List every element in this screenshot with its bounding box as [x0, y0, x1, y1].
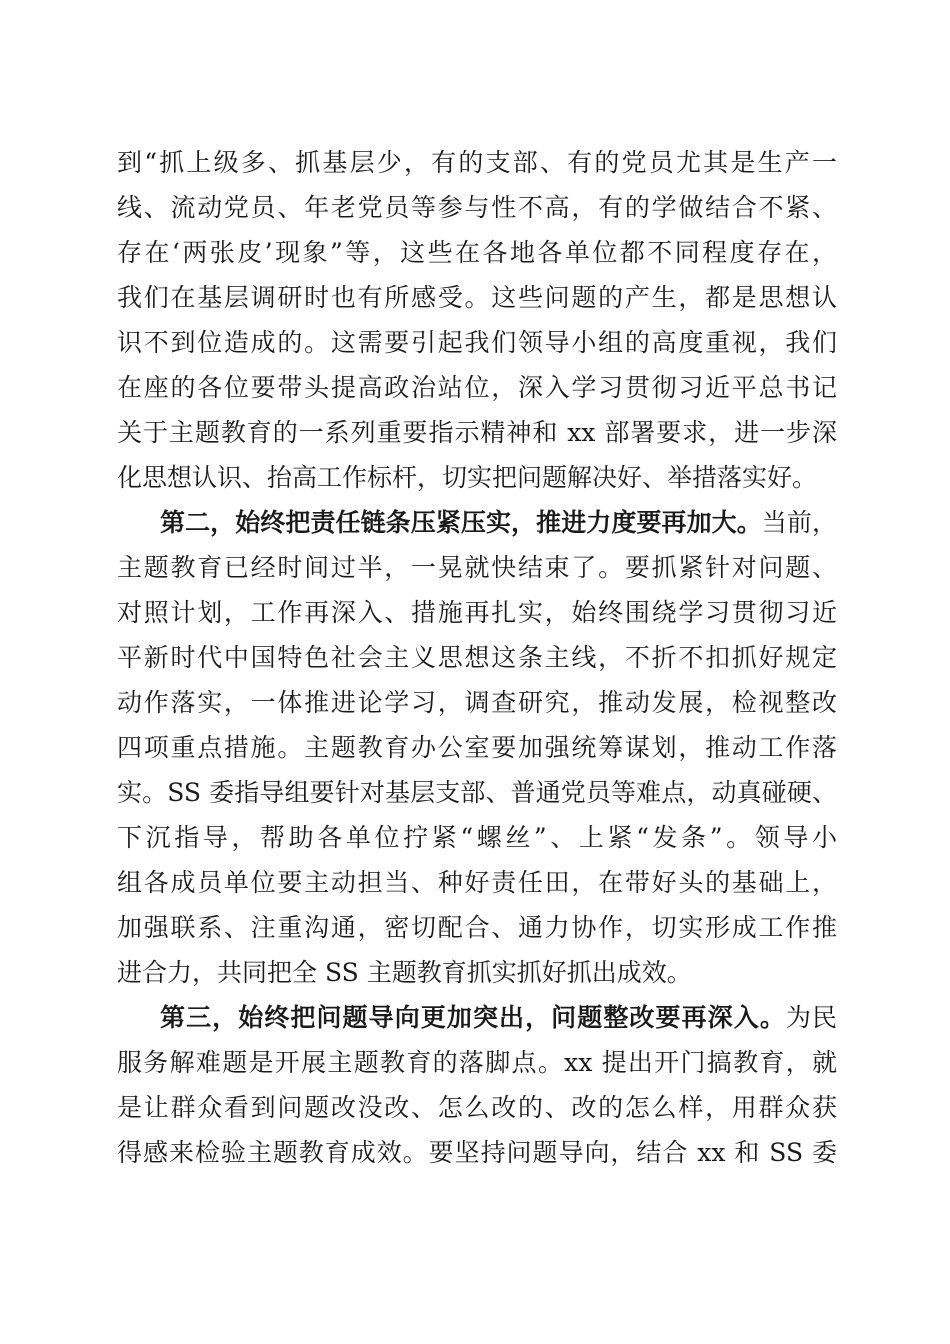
body-text-line: 平新时代中国特色社会主义思想这条主线，不折不扣抓好规定 [117, 643, 837, 672]
paragraph-2-heading: 第二，始终把责任链条压紧压实，推进力度要再加大。 [160, 508, 762, 537]
body-text-line: 组各成员单位要主动担当、种好责任田，在带好头的基础上， [117, 868, 837, 897]
body-text-line: 得感来检验主题教育成效。要坚持问题导向，结合 xx 和 SS 委 [117, 1138, 837, 1167]
body-text-line: 我们在基层调研时也有所感受。这些问题的产生，都是思想认 [117, 283, 837, 312]
body-text-line: 线、流动党员、年老党员等参与性不高，有的学做结合不紧、 [117, 193, 837, 222]
body-text-line: 存在‘两张皮’现象”等，这些在各地各单位都不同程度存在， [117, 238, 837, 267]
body-text-line: 对照计划，工作再深入、措施再扎实，始终围绕学习贯彻习近 [117, 598, 837, 627]
body-text-line: 在座的各位要带头提高政治站位，深入学习贯彻习近平总书记 [117, 373, 837, 402]
body-text-line: 服务解难题是开展主题教育的落脚点。xx 提出开门搞教育，就 [117, 1048, 837, 1077]
paragraph-2-first-line [160, 501, 837, 545]
paragraph-3-lead: 为民 [785, 1003, 837, 1032]
body-text-line: 是让群众看到问题改没改、怎么改的、改的怎么样，用群众获 [117, 1093, 837, 1122]
paragraph-3-first-line [160, 996, 837, 1040]
body-text-line: 识不到位造成的。这需要引起我们领导小组的高度重视，我们 [117, 328, 837, 357]
body-text-line: 加强联系、注重沟通，密切配合、通力协作，切实形成工作推 [117, 913, 837, 942]
body-text-line: 动作落实，一体推进论学习，调查研究，推动发展，检视整改 [117, 688, 837, 717]
paragraph-2-lead: 当前， [761, 508, 837, 537]
paragraph-3-heading: 第三，始终把问题导向更加突出，问题整改要再深入。 [160, 1003, 786, 1032]
body-text-line: 到“抓上级多、抓基层少，有的支部、有的党员尤其是生产一 [117, 148, 837, 177]
body-text-line: 下沉指导，帮助各单位拧紧“螺丝”、上紧“发条”。领导小 [117, 823, 837, 852]
body-text-line: 主题教育已经时间过半，一晃就快结束了。要抓紧针对问题、 [117, 553, 837, 582]
body-text-line: 化思想认识、抬高工作标杆，切实把问题解决好、举措落实好。 [117, 463, 818, 492]
body-text-line: 关于主题教育的一系列重要指示精神和 xx 部署要求，进一步深 [117, 418, 837, 447]
body-text-line: 四项重点措施。主题教育办公室要加强统筹谋划，推动工作落 [117, 733, 837, 762]
body-text-line: 实。SS 委指导组要针对基层支部、普通党员等难点，动真碰硬、 [117, 778, 837, 807]
body-text-line: 进合力，共同把全 SS 主题教育抓实抓好抓出成效。 [117, 958, 692, 987]
